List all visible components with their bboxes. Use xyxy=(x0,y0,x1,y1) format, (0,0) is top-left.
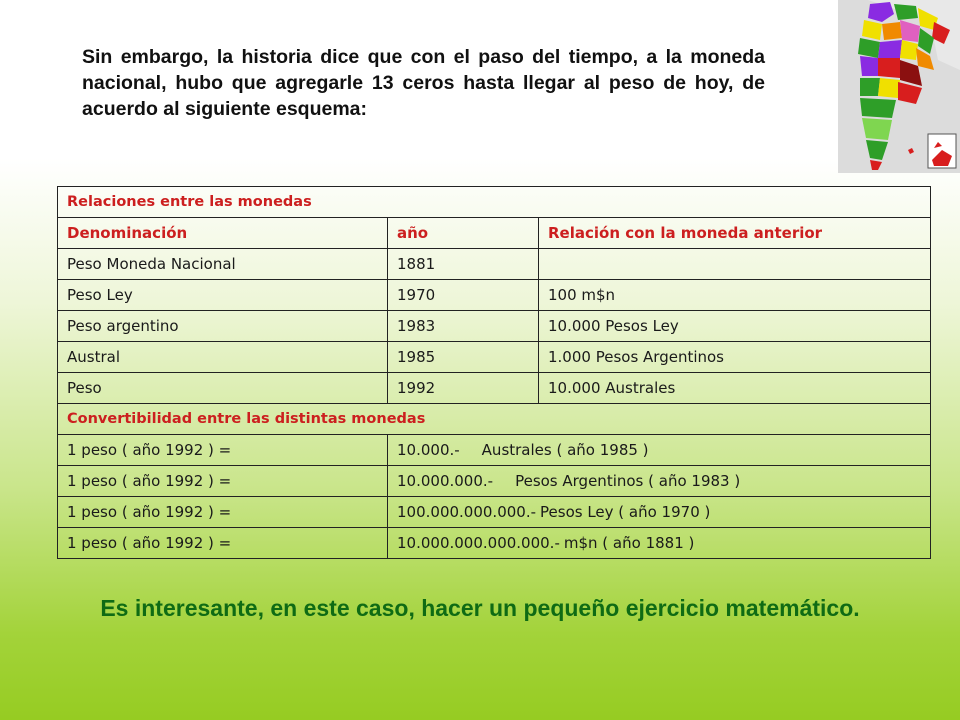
conversion-currency: Pesos Ley ( año 1970 ) xyxy=(540,503,711,521)
conversion-row xyxy=(58,528,931,559)
conversion-right xyxy=(388,528,931,559)
conversion-right xyxy=(388,497,931,528)
cell-denominacion: Peso Ley xyxy=(58,280,388,311)
table-header-row xyxy=(58,218,931,249)
argentina-map-image xyxy=(838,0,960,173)
cell-denominacion: Peso Moneda Nacional xyxy=(58,249,388,280)
table-section-title-row xyxy=(58,187,931,218)
header-anio: año xyxy=(388,218,539,249)
cell-relacion: 1.000 Pesos Argentinos xyxy=(539,342,931,373)
cell-denominacion: Austral xyxy=(58,342,388,373)
conversion-currency: m$n ( año 1881 ) xyxy=(563,534,695,552)
conversion-section-title-row xyxy=(58,404,931,435)
conversion-amount: 100.000.000.000.- xyxy=(397,503,537,521)
cell-denominacion: Peso argentino xyxy=(58,311,388,342)
conversion-amount: 10.000.000.000.000.- xyxy=(397,534,560,552)
table-row xyxy=(58,373,931,404)
intro-paragraph: Sin embargo, la historia dice que con el paso del tiempo, a la moneda nacional, hubo que agregarle 13 ceros hasta llegar al peso de hoy, de acuerdo al siguiente esquema: xyxy=(82,46,765,120)
conversion-currency: Pesos Argentinos ( año 1983 ) xyxy=(515,472,741,490)
header-relacion: Relación con la moneda anterior xyxy=(539,218,931,249)
conversion-amount: 10.000.- xyxy=(397,441,460,459)
table-row xyxy=(58,311,931,342)
conversion-left: 1 peso ( año 1992 ) = xyxy=(58,528,388,559)
cell-relacion: 10.000 Pesos Ley xyxy=(539,311,931,342)
conversion-row xyxy=(58,466,931,497)
cell-anio: 1992 xyxy=(388,373,539,404)
conversion-currency: Australes ( año 1985 ) xyxy=(481,441,649,459)
cell-relacion: 100 m$n xyxy=(539,280,931,311)
relations-title: Relaciones entre las monedas xyxy=(58,187,931,218)
cell-anio: 1983 xyxy=(388,311,539,342)
conversion-right xyxy=(388,435,931,466)
currency-table xyxy=(57,186,931,559)
table-row xyxy=(58,249,931,280)
conversion-row xyxy=(58,497,931,528)
cell-anio: 1985 xyxy=(388,342,539,373)
cell-anio: 1970 xyxy=(388,280,539,311)
conversion-left: 1 peso ( año 1992 ) = xyxy=(58,497,388,528)
conversion-left: 1 peso ( año 1992 ) = xyxy=(58,435,388,466)
cell-relacion xyxy=(539,249,931,280)
table-row xyxy=(58,280,931,311)
conversion-right xyxy=(388,466,931,497)
cell-denominacion: Peso xyxy=(58,373,388,404)
header-denominacion: Denominación xyxy=(58,218,388,249)
table-row xyxy=(58,342,931,373)
conversion-amount: 10.000.000.- xyxy=(397,472,494,490)
cell-relacion: 10.000 Australes xyxy=(539,373,931,404)
conversion-title: Convertibilidad entre las distintas monedas xyxy=(58,404,931,435)
argentina-map-icon xyxy=(838,0,960,173)
cell-anio: 1881 xyxy=(388,249,539,280)
conversion-row xyxy=(58,435,931,466)
closing-statement: Es interesante, en este caso, hacer un pequeño ejercicio matemático. xyxy=(100,595,860,621)
conversion-left: 1 peso ( año 1992 ) = xyxy=(58,466,388,497)
